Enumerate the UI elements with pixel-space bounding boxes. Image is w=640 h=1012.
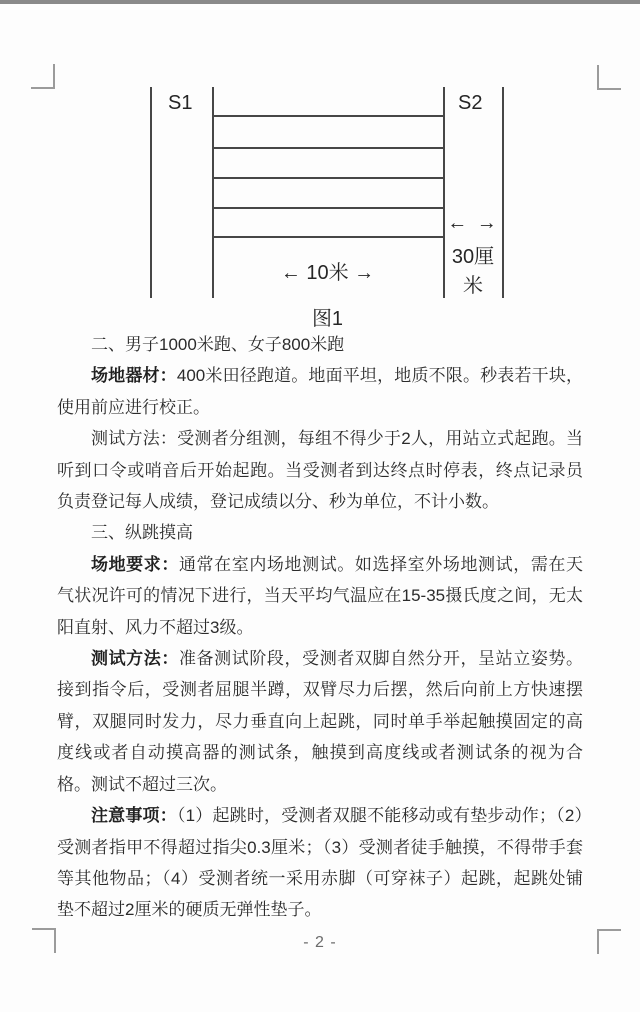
diagram-lane-line xyxy=(213,177,443,179)
jump-test-method-paragraph xyxy=(57,643,583,800)
track-width-label: ← 10米 → xyxy=(280,262,375,284)
run-test-method-paragraph xyxy=(57,423,583,517)
jump-test-method-label: 测试方法： xyxy=(91,649,179,669)
jump-test-method-text: 准备测试阶段，受测者双脚自然分开，呈站立姿势。接到指令后，受测者屈腿半蹲，双臂尽力后摆，然后向前上方快速摆臂，双腿同时发力，尽力垂直向上起跳，同时单手举起触摸固定的高度线或者自动摸高器的测试条，触摸到高度线或者测试条的视为合格。测试不超过三次。 xyxy=(57,649,584,794)
venue-requirement-label: 场地要求： xyxy=(91,554,179,574)
page-number: - 2 - xyxy=(303,934,337,951)
diagram-lane-line xyxy=(213,147,443,149)
crop-mark-top-left xyxy=(31,64,55,89)
screenshot-top-bar xyxy=(0,0,640,4)
figure-caption: 图1 xyxy=(311,308,344,330)
heading-text: 二、男子1000米跑、女子800米跑 xyxy=(91,335,345,354)
section-3-heading xyxy=(57,517,583,548)
run-test-method-text: 受测者分组测，每组不得少于2人，用站立式起跑。当听到口令或哨音后开始起跑。当受测者到达终点时停表，终点记录员负责登记每人成绩，登记成绩以分、秒为单位，不计小数。 xyxy=(57,429,583,512)
diagram-outer-left-line xyxy=(150,87,152,298)
precautions-label: 注意事项： xyxy=(91,806,177,826)
label-s1: S1 xyxy=(168,92,193,114)
diagram-lane-line xyxy=(213,207,443,209)
gap-width-label: 30厘米 xyxy=(451,246,495,297)
venue-requirement-text: 通常在室内场地测试。如选择室外场地测试，需在天气状况许可的情况下进行，当天平均气温应在15-35摄氏度之间，无太阳直射、风力不超过3级。 xyxy=(57,554,584,637)
diagram-outer-right-line xyxy=(502,87,504,298)
precautions-text: （1）起跳时，受测者双腿不能移动或有垫步动作；（2）受测者指甲不得超过指尖0.3厘米；（3）受测者徒手触摸，不得带手套等其他物品；（4）受测者统一采用赤脚（可穿袜子）起跳，起跳处铺垫不超过2厘米的硬质无弹性垫子。 xyxy=(57,806,583,920)
diagram-lane-line xyxy=(213,236,443,238)
venue-equipment-text: 400米田径跑道。地面平坦，地质不限。秒表若干块，使用前应进行校正。 xyxy=(57,366,583,417)
section-2-heading xyxy=(57,329,583,360)
venue-requirement-paragraph xyxy=(57,549,583,643)
run-test-method-label: 测试方法： xyxy=(91,429,178,449)
crop-mark-top-right xyxy=(597,65,621,90)
heading-text: 三、纵跳摸高 xyxy=(91,523,193,543)
venue-equipment-label: 场地器材： xyxy=(91,366,177,386)
diagram-lane-line xyxy=(213,115,443,117)
precautions-paragraph xyxy=(57,800,583,926)
venue-equipment-paragraph xyxy=(57,360,583,423)
gap-width-arrows-icon: ← → xyxy=(447,212,499,234)
label-s2: S2 xyxy=(458,92,483,114)
document-body xyxy=(57,329,583,926)
